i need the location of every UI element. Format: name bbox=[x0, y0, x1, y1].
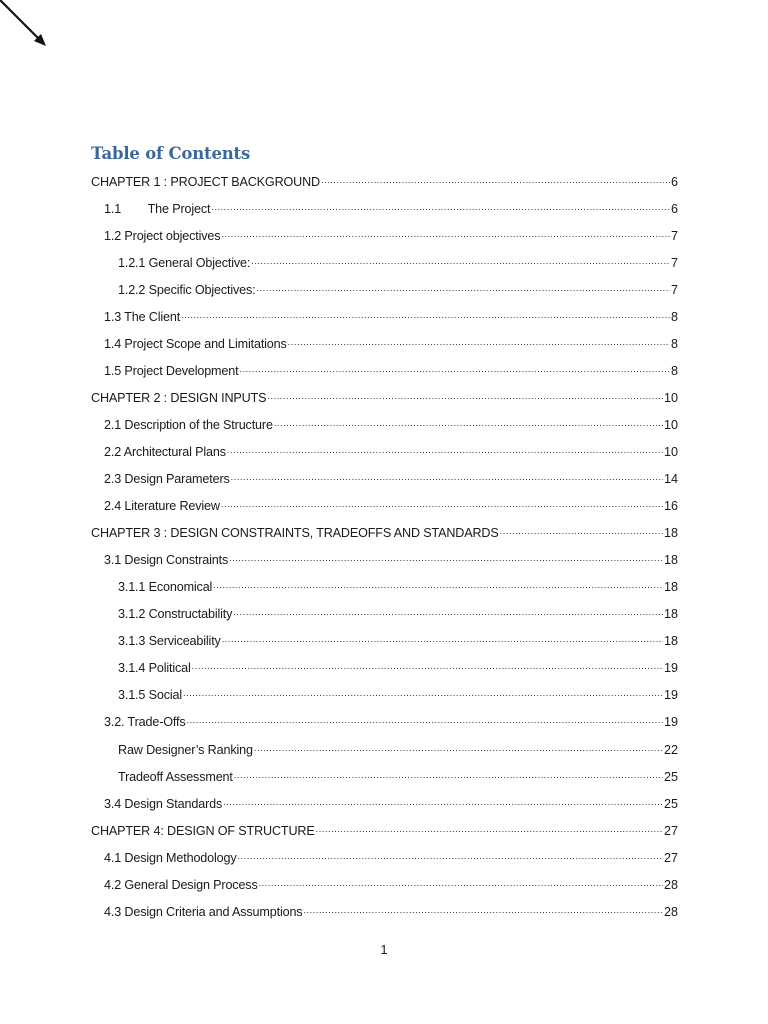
toc-entry-label: 3.1.5 Social bbox=[118, 688, 183, 703]
toc-entry[interactable] bbox=[0, 520, 678, 547]
toc-entry-page: 7 bbox=[670, 282, 678, 297]
toc-entry-label: 4.1 Design Methodology bbox=[104, 850, 237, 865]
toc-entry-label: 3.1.3 Serviceability bbox=[118, 634, 221, 649]
toc-entry-label: CHAPTER 2 : DESIGN INPUTS bbox=[91, 390, 267, 405]
toc-dot-leader bbox=[229, 552, 663, 566]
toc-entry-label: 3.2. Trade-Offs bbox=[104, 715, 186, 730]
toc-entry-label: CHAPTER 3 : DESIGN CONSTRAINTS, TRADEOFFS AND STANDARDS bbox=[91, 526, 499, 541]
toc-entry-label: 4.3 Design Criteria and Assumptions bbox=[104, 904, 303, 919]
toc-entry[interactable] bbox=[0, 817, 678, 844]
toc-dot-leader bbox=[251, 255, 670, 269]
toc-entry-page: 28 bbox=[663, 877, 678, 892]
toc-entry-page: 7 bbox=[670, 255, 678, 270]
toc-entry-page: 22 bbox=[663, 742, 678, 757]
toc-dot-leader bbox=[303, 904, 663, 918]
toc-entry-label: 4.2 General Design Process bbox=[104, 877, 258, 892]
toc-dot-leader bbox=[213, 579, 663, 593]
arrow-annotation-icon bbox=[0, 0, 60, 60]
toc-entry-label: 1.1 The Project bbox=[104, 201, 211, 216]
toc-entry-page: 8 bbox=[670, 363, 678, 378]
toc-entry[interactable] bbox=[0, 871, 678, 898]
toc-entry-label: 1.2.1 General Objective: bbox=[118, 255, 251, 270]
toc-entry-page: 28 bbox=[663, 904, 678, 919]
toc-entry[interactable] bbox=[0, 411, 678, 438]
toc-dot-leader bbox=[316, 823, 663, 837]
toc-dot-leader bbox=[500, 525, 663, 539]
toc-entry-page: 16 bbox=[663, 499, 678, 514]
toc-entry[interactable] bbox=[0, 357, 678, 384]
toc-entry[interactable] bbox=[0, 709, 678, 736]
toc-dot-leader bbox=[288, 336, 670, 350]
toc-entry[interactable] bbox=[0, 276, 678, 303]
toc-dot-leader bbox=[211, 201, 670, 215]
toc-dot-leader bbox=[274, 417, 663, 431]
toc-dot-leader bbox=[221, 498, 663, 512]
toc-dot-leader bbox=[239, 363, 670, 377]
toc-dot-leader bbox=[223, 796, 663, 810]
toc-entry-page: 8 bbox=[670, 336, 678, 351]
toc-dot-leader bbox=[231, 471, 663, 485]
toc-entry-page: 18 bbox=[663, 607, 678, 622]
toc-entry[interactable] bbox=[0, 168, 678, 195]
toc-entry-label: 2.1 Description of the Structure bbox=[104, 417, 273, 432]
toc-dot-leader bbox=[227, 444, 663, 458]
toc-entry-label: 1.2 Project objectives bbox=[104, 228, 221, 243]
toc-entry-page: 18 bbox=[663, 634, 678, 649]
toc-dot-leader bbox=[192, 660, 663, 674]
toc-entry[interactable] bbox=[0, 222, 678, 249]
toc-entry-page: 6 bbox=[670, 174, 678, 189]
toc-entry-label: Raw Designer’s Ranking bbox=[118, 742, 253, 757]
toc-entry[interactable] bbox=[0, 601, 678, 628]
toc-entry-page: 10 bbox=[663, 444, 678, 459]
toc-dot-leader bbox=[187, 714, 663, 728]
toc-entry-label: 3.1.4 Political bbox=[118, 661, 191, 676]
toc-entry-page: 27 bbox=[663, 850, 678, 865]
toc-entry-page: 25 bbox=[663, 769, 678, 784]
toc-dot-leader bbox=[234, 769, 663, 783]
toc-dot-leader bbox=[257, 282, 670, 296]
toc-entry[interactable] bbox=[0, 898, 678, 925]
toc-entry[interactable] bbox=[0, 330, 678, 357]
toc-dot-leader bbox=[267, 390, 663, 404]
toc-entry-label: Tradeoff Assessment bbox=[118, 769, 233, 784]
toc-list bbox=[0, 168, 768, 925]
toc-entry-page: 19 bbox=[663, 688, 678, 703]
toc-entry-label: 2.2 Architectural Plans bbox=[104, 444, 226, 459]
toc-entry-label: 3.4 Design Standards bbox=[104, 796, 223, 811]
toc-entry-label: 3.1.1 Economical bbox=[118, 580, 213, 595]
toc-entry-page: 7 bbox=[670, 228, 678, 243]
toc-entry[interactable] bbox=[0, 844, 678, 871]
toc-entry-label: 1.5 Project Development bbox=[104, 363, 239, 378]
toc-entry-page: 18 bbox=[663, 526, 678, 541]
toc-entry[interactable] bbox=[0, 493, 678, 520]
toc-entry-page: 14 bbox=[663, 472, 678, 487]
toc-entry[interactable] bbox=[0, 384, 678, 411]
toc-entry-page: 8 bbox=[670, 309, 678, 324]
toc-entry-page: 19 bbox=[663, 715, 678, 730]
toc-entry[interactable] bbox=[0, 195, 678, 222]
toc-entry[interactable] bbox=[0, 466, 678, 493]
toc-entry-label: 3.1.2 Constructability bbox=[118, 607, 233, 622]
toc-dot-leader bbox=[259, 877, 663, 891]
toc-entry[interactable] bbox=[0, 438, 678, 465]
toc-entry[interactable] bbox=[0, 736, 678, 763]
toc-entry[interactable] bbox=[0, 655, 678, 682]
toc-dot-leader bbox=[321, 174, 670, 188]
toc-entry-label: CHAPTER 4: DESIGN OF STRUCTURE bbox=[91, 823, 315, 838]
toc-entry-page: 19 bbox=[663, 661, 678, 676]
toc-dot-leader bbox=[181, 309, 670, 323]
toc-dot-leader bbox=[254, 742, 663, 756]
toc-dot-leader bbox=[238, 850, 663, 864]
toc-entry-label: 1.2.2 Specific Objectives: bbox=[118, 282, 256, 297]
toc-entry-page: 18 bbox=[663, 580, 678, 595]
toc-entry-label: 3.1 Design Constraints bbox=[104, 553, 229, 568]
toc-entry-page: 6 bbox=[670, 201, 678, 216]
toc-entry-page: 10 bbox=[663, 390, 678, 405]
toc-entry-label: 1.3 The Client bbox=[104, 309, 181, 324]
toc-entry[interactable] bbox=[0, 574, 678, 601]
toc-entry-page: 25 bbox=[663, 796, 678, 811]
toc-entry-label: CHAPTER 1 : PROJECT BACKGROUND bbox=[91, 174, 320, 189]
toc-entry[interactable] bbox=[0, 303, 678, 330]
toc-entry[interactable] bbox=[0, 547, 678, 574]
page-number: 1 bbox=[380, 942, 388, 957]
toc-entry-label: 1.4 Project Scope and Limitations bbox=[104, 336, 287, 351]
toc-dot-leader bbox=[183, 687, 663, 701]
toc-entry-label: 2.4 Literature Review bbox=[104, 499, 220, 514]
toc-dot-leader bbox=[222, 633, 663, 647]
toc-entry[interactable] bbox=[0, 249, 678, 276]
toc-title: Table of Contents bbox=[91, 144, 251, 163]
toc-entry[interactable] bbox=[0, 682, 678, 709]
toc-entry[interactable] bbox=[0, 790, 678, 817]
toc-entry-page: 27 bbox=[663, 823, 678, 838]
toc-entry[interactable] bbox=[0, 628, 678, 655]
toc-entry[interactable] bbox=[0, 763, 678, 790]
toc-entry-page: 18 bbox=[663, 553, 678, 568]
toc-dot-leader bbox=[221, 228, 670, 242]
toc-entry-page: 10 bbox=[663, 417, 678, 432]
toc-entry-label: 2.3 Design Parameters bbox=[104, 472, 230, 487]
toc-dot-leader bbox=[233, 606, 663, 620]
